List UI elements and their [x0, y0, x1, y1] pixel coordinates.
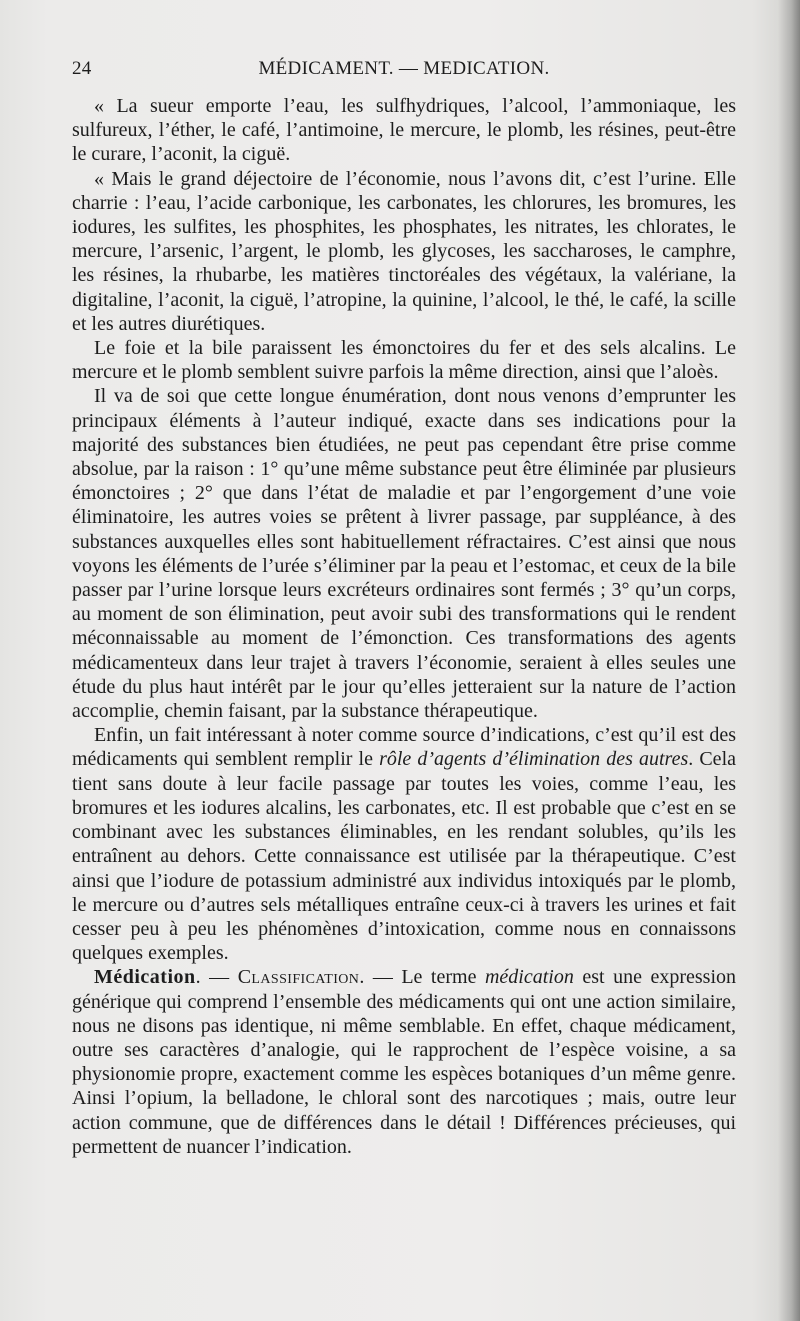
paragraph-enfin-italic: rôle d’agents d’élimination des autres	[379, 748, 689, 771]
paragraph-medication	[72, 965, 736, 1159]
paragraph-enumeration: Il va de soi que cette longue énumération, dont nous venons d’emprunter les principaux éléments à l’auteur indiqué, exacte dans ses indications pour la majorité des substances bien étudiées, ne peut pas cependant être prise comme absolue, par la raison : 1° qu’une même substance peut être éliminée par plusieurs émonctoires ; 2° que dans l’état de maladie et par l’engorgement d’une voie éliminatoire, les autres voies se prêtent à livrer passage, par suppléance, à des substances auxquelles elles sont habituellement réfractaires. C’est ainsi que nous voyons les éléments de l’urée s’éliminer par la peau et l’estomac, et ceux de la bile passer par l’urine lorsque leurs excréteurs ordinaires sont fermés ; 3° qu’un corps, au moment de son élimination, peut avoir subi des transformations qui le rendent méconnaissable au moment de l’émonction. Ces transformations des agents médicamenteux dans leur trajet à travers l’économie, seraient à elles seules une étude du plus haut intérêt par le jour qu’elles jetteraient sur la nature de l’action accomplie, chemin faisant, par la substance thérapeutique.	[72, 385, 736, 723]
paragraph-medication-rest: est une expression générique qui comprend l’ensemble des médicaments qui ont une action similaire, nous ne disons pas identique, ni même semblable. En effet, chaque médicament, outre ses caractères d’analogie, qui le rapprochent de l’espèce voisine, a sa physionomie propre, exactement comme les espèces botaniques d’un même genre. Ainsi l’opium, la belladone, le chloral sont des narcotiques ; mais, outre leur action commune, que de différences dans le détail ! Différences précieuses, qui permettent de nuancer l’indication.	[72, 966, 737, 1158]
running-header	[72, 58, 736, 88]
running-title: MÉDICAMENT. — MEDICATION.	[258, 58, 550, 79]
paragraph-foie: Le foie et la bile paraissent les émonctoires du fer et des sels alcalins. Le mercure et le plomb semblent suivre parfois la même direction, ainsi que l’aloès.	[72, 337, 736, 384]
heading-separator: . —	[195, 966, 238, 989]
page-spine-shadow	[778, 0, 800, 1321]
heading-separator-2: . — Le terme	[359, 966, 485, 989]
paragraph-enfin	[72, 723, 736, 965]
page-body-text	[72, 94, 736, 1159]
paragraph-urine: « Mais le grand déjectoire de l’économie, nous l’avons dit, c’est l’urine. Elle charrie : l’eau, l’acide carbonique, les carbonates, les chlorures, les bromures, les iodures, les sulfites, les phosphites, les phosphates, les nitrates, les chlorates, le mercure, l’arsenic, l’argent, le plomb, les glycoses, les saccharoses, le camphre, les résines, la rhubarbe, les matières tinctoréales des végétaux, la valériane, la digitaline, l’aconit, la ciguë, l’atropine, la quinine, l’alcool, le thé, le café, la scille et les autres diurétiques.	[72, 167, 736, 335]
paragraph-sueur: « La sueur emporte l’eau, les sulfhydriques, l’alcool, l’ammoniaque, les sulfureux, l’éther, le café, l’antimoine, le mercure, le plomb, les résines, peut-être le curare, l’aconit, la ciguë.	[72, 95, 736, 166]
paragraph-enfin-part-b: . Cela tient sans doute à leur facile passage par toutes les voies, comme l’eau, les bromures et les iodures alcalins, les carbonates, etc. Il est probable que c’est en se combinant avec les substances éliminables, en les rendant solubles, qu’ils les entraînent au dehors. Cette connaissance est utilisée par la thérapeutique. C’est ainsi que l’iodure de potassium administré aux individus intoxiqués par le plomb, le mercure ou d’autres sels métalliques entraîne ceux-ci à travers les urines et fait cesser peu à peu les phénomènes d’intoxication, comme nous en connaissons quelques exemples.	[72, 748, 736, 965]
term-medication-italic: médication	[484, 966, 574, 989]
section-heading-medication: Médication	[94, 966, 196, 989]
page-number: 24	[72, 58, 92, 79]
subheading-classification: Classification	[237, 966, 360, 989]
paragraph-enfin-part-a: Enfin, un fait intéressant à noter comme source d’indications, c’est qu’il est des médicaments qui semblent remplir le	[72, 724, 736, 771]
